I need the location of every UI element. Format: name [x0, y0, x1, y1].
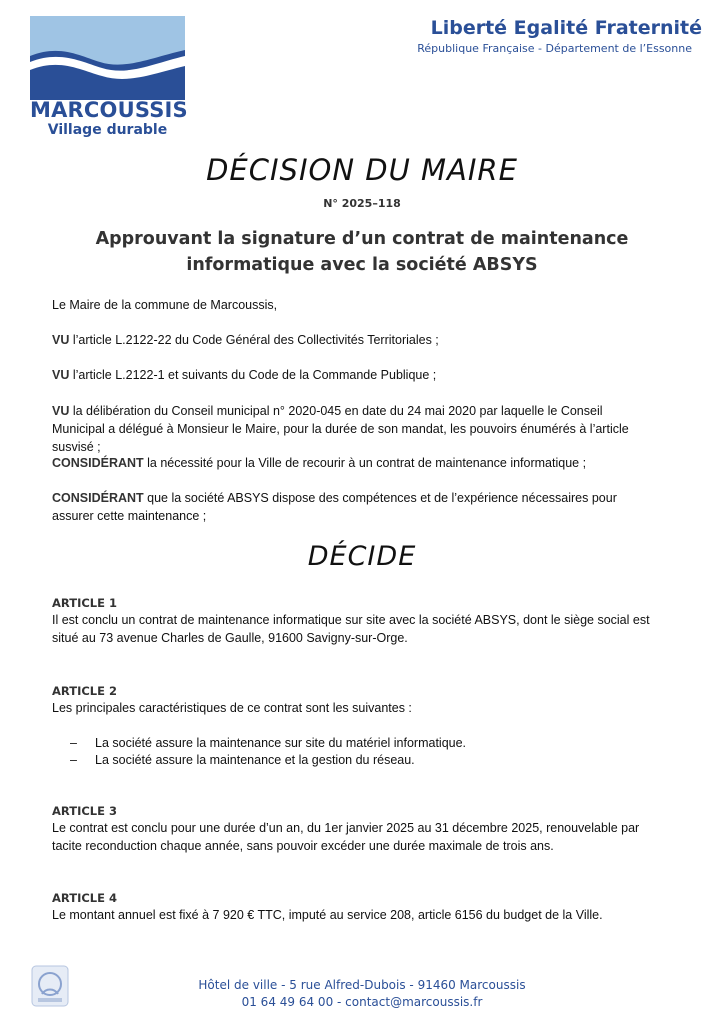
list-item-text: La société assure la maintenance et la gestion du réseau.: [95, 753, 415, 767]
article-4-heading: ARTICLE 4: [52, 891, 117, 905]
decide-title: DÉCIDE: [307, 541, 417, 572]
article-2-text: Les principales caractéristiques de ce contrat sont les suivantes :: [52, 701, 412, 715]
decision-subject-line2: informatique avec la société ABSYS: [186, 255, 538, 275]
footer-address: Hôtel de ville - 5 rue Alfred-Dubois - 91460 Marcoussis: [198, 978, 526, 992]
republic-motto: Liberté Egalité Fraternité: [430, 17, 702, 39]
logo-tagline: Village durable: [47, 122, 168, 138]
decision-subject-line1: Approuvant la signature d’un contrat de maintenance: [95, 229, 629, 249]
article-3-heading: ARTICLE 3: [52, 804, 117, 818]
list-item-text: La société assure la maintenance sur site du matériel informatique.: [95, 736, 467, 750]
vu-paragraph-2: [52, 366, 652, 384]
decision-title: DÉCISION DU MAIRE: [206, 153, 518, 187]
footer-contact: 01 64 49 64 00 - contact@marcoussis.fr: [241, 995, 483, 1009]
list-item: [70, 734, 650, 752]
decision-subject: [80, 226, 644, 278]
considerant-paragraph-2: [52, 489, 652, 525]
vu-text: l’article L.2122-1 et suivants du Code de la Commande Publique ;: [69, 368, 437, 382]
article-1-heading: ARTICLE 1: [52, 596, 117, 610]
logo-name: MARCOUSSIS: [30, 98, 188, 122]
article-3-text: Le contrat est conclu pour une durée d’un an, du 1er janvier 2025 au 31 décembre 2025, renouvelable par tacite reconduction chaque année, sans pouvoir excéder une durée maximale de trois ans.: [52, 821, 640, 853]
article-4-text: Le montant annuel est fixé à 7 920 € TTC, imputé au service 208, article 6156 du budget de la Ville.: [52, 908, 603, 922]
vu-paragraph-3: [52, 402, 652, 456]
article-2-heading: ARTICLE 2: [52, 684, 117, 698]
considerant-keyword: CONSIDÉRANT: [52, 491, 144, 505]
considerant-keyword: CONSIDÉRANT: [52, 456, 144, 470]
vu-text: la délibération du Conseil municipal n° 2020-045 en date du 24 mai 2020 par laquelle le Conseil Municipal a délégué à Monsieur le Maire, pour la durée de son mandat, les pouvoirs énumérés à l’article susvisé ;: [52, 404, 629, 454]
preamble-intro: Le Maire de la commune de Marcoussis,: [52, 298, 278, 312]
vu-keyword: VU: [52, 368, 70, 382]
logo-wave-graphic: [30, 16, 185, 100]
decision-number: N° 2025–118: [323, 197, 401, 210]
considerant-text: la nécessité pour la Ville de recourir à un contrat de maintenance informatique ;: [143, 456, 587, 470]
vu-paragraph-1: [52, 331, 652, 349]
list-item: [70, 751, 650, 769]
article-1-text: Il est conclu un contrat de maintenance informatique sur site avec la société ABSYS, dont le siège social est situé au 73 avenue Charles de Gaulle, 91600 Savigny-sur-Orge.: [52, 613, 650, 645]
dash-bullet: –: [70, 736, 77, 750]
republic-department: République Française - Département de l’Essonne: [417, 42, 692, 55]
vu-keyword: VU: [52, 404, 70, 418]
marcoussis-logo: [30, 16, 188, 138]
vu-text: l’article L.2122-22 du Code Général des Collectivités Territoriales ;: [69, 333, 439, 347]
considerant-paragraph-1: [52, 454, 652, 472]
considerant-text: que la société ABSYS dispose des compétences et de l’expérience nécessaires pour assurer cette maintenance ;: [52, 491, 617, 523]
vu-keyword: VU: [52, 333, 70, 347]
dash-bullet: –: [70, 753, 77, 767]
